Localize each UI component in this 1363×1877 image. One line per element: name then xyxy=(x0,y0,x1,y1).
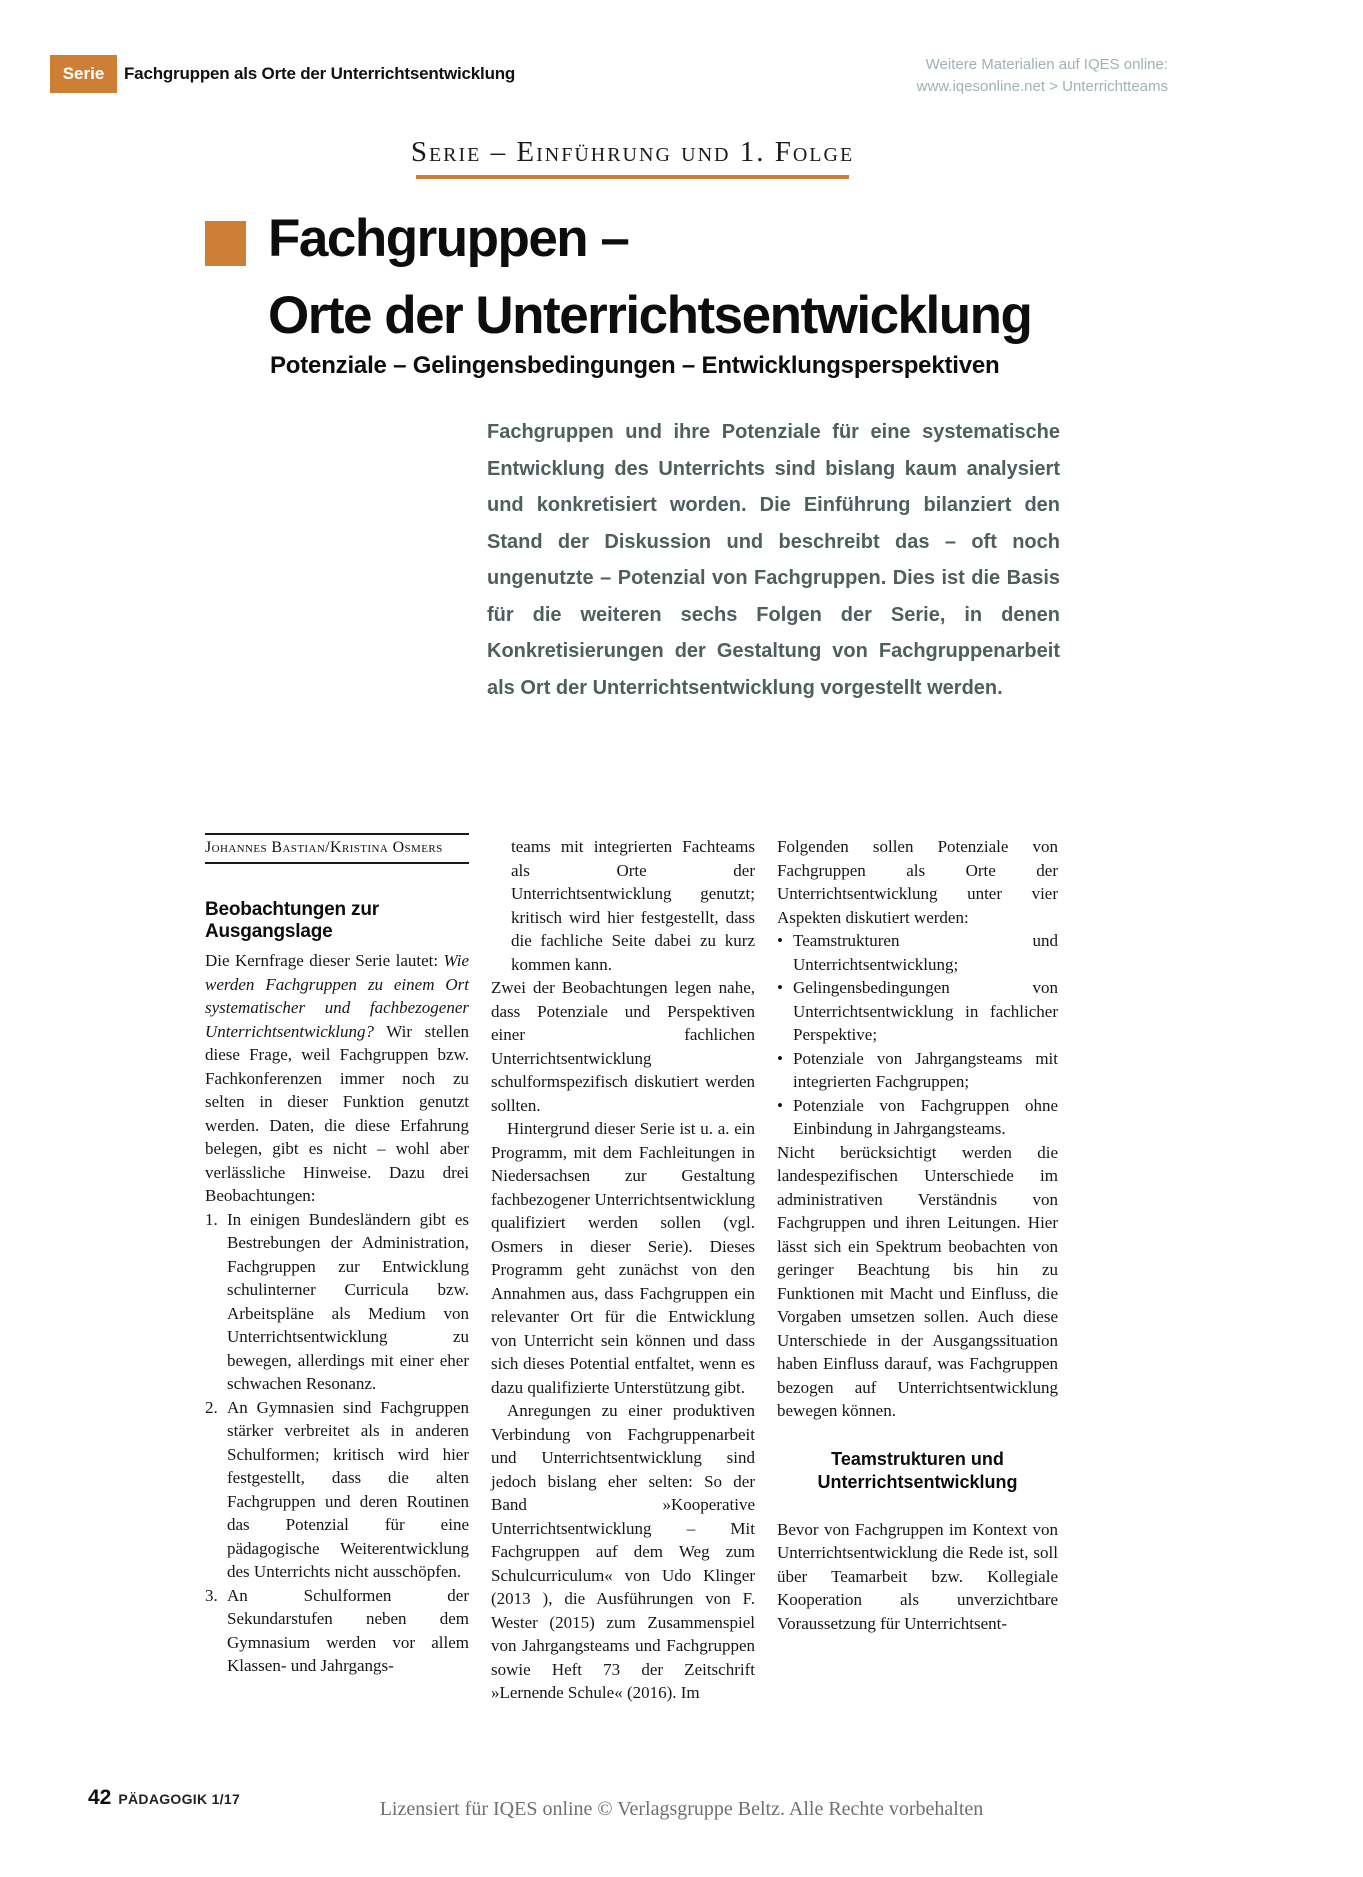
header-materials-url: www.iqesonline.net > Unterrichtteams xyxy=(916,78,1168,95)
left-intro-italic-question: Wie werden Fachgruppen zu einem Ort systematischer und fachbezogener Unterrichtsentwicklung? xyxy=(205,951,469,1041)
bullet-text: • Potenziale von Fachgruppen ohne Einbindung in Jahrgangsteams. xyxy=(793,1095,1058,1138)
series-badge: Serie xyxy=(50,55,117,93)
bullet-item-3 xyxy=(777,1047,1058,1094)
right-paragraph-2: Bevor von Fachgruppen im Kontext von Unterrichtsentwicklung die Rede ist, soll über Teamarbeit bzw. Kollegiale Kooperation als unverzichtbare Voraussetzung für Unterrichtsent- xyxy=(777,1519,1058,1633)
article-subtitle: Potenziale – Gelingensbedingungen – Entwicklungsperspektiven xyxy=(270,352,1000,379)
middle-paragraph-3: Anregungen zu einer produktiven Verbindung von Fachgruppenarbeit und Unterrichtsentwicklung sind jedoch bislang eher selten: So der Band »Kooperative Unterrichtsentwicklung – Mit Fachgruppen auf dem Weg zum Schulcurriculum« von Udo Klinger (2013 ), die Ausführungen von F. Wester (2015) zum Zusammenspiel von Jahrgangsteams und Fachgruppen sowie Heft 73 der Zeitschrift »Lernende Schule« (2016). Im xyxy=(491,1401,755,1702)
header-materials-line1: Weitere Materialien auf IQES online: xyxy=(925,56,1168,73)
item-text: In einigen Bundesländern gibt es Bestrebungen der Administration, Fachgruppen zur Entwicklung schulinterner Curricula bzw. Arbeitspläne als Medium von Unterrichtsentwicklung zu bewegen, allerdings mit einer eher schwachen Resonanz. xyxy=(227,1209,469,1393)
kicker-underline-rule xyxy=(416,175,849,179)
lead-paragraph: Fachgruppen und ihre Potenziale für eine systematische Entwicklung des Unterrichts sind bislang kaum analysiert und konkretisiert worden. Die Einführung bilanziert den Stand der Diskussion und beschreibt das – oft noch ungenutzte – Potenzial von Fachgruppen. Dies ist die Basis für die weiteren sechs Folgen der Serie, in denen Konkretisierungen der Gestaltung von Fachgruppenarbeit als Ort der Unterrichtsentwicklung vorgestellt werden. xyxy=(487,421,1060,699)
magazine-issue: PÄDAGOGIK 1/17 xyxy=(118,1791,241,1807)
left-intro-after: Wir stellen diese Frage, weil Fachgruppen bzw. Fachkonferenzen immer noch zu selten in dieser Funktion genutzt werden. Daten, die diese Erfahrung belegen, gibt es nicht – wohl aber verlässliche Hinweise. Dazu drei Beobachtungen: xyxy=(205,1021,469,1205)
item-number: 3. xyxy=(205,1585,218,1605)
section-heading-beobachtungen: Beobachtungen zur Ausgangslage xyxy=(205,899,379,942)
bullet-text: • Teamstrukturen und Unterrichtsentwicklung; xyxy=(793,931,1058,974)
bullet-item-1 xyxy=(777,929,1058,976)
header-series-title: Fachgruppen als Orte der Unterrichtsentwicklung xyxy=(124,64,516,83)
article-title-line2: Orte der Unterrichtsentwicklung xyxy=(268,286,1032,345)
bullet-text: • Gelingensbedingungen von Unterrichtsentwicklung in fachlicher Perspektive; xyxy=(793,978,1058,1044)
header-materials xyxy=(917,54,1168,98)
numbered-item-2 xyxy=(205,1396,469,1584)
right-paragraph-1: Nicht berücksichtigt werden die landespezifischen Unterschiede im administrativen Verständnis von Fachgruppen und ihren Leitungen. Hier lässt sich ein Spektrum beobachten von geringer Beachtung bis hin zu Funktionen mit Macht und Einfluss, die Vorgaben umsetzen sollen. Auch diese Unterschiede in der Ausgangssituation haben Einfluss darauf, was Fachgruppen bezogen auf Unterrichtsentwicklung bewegen können. xyxy=(777,1142,1058,1420)
item-number: 1. xyxy=(205,1209,218,1229)
bullet-text: • Potenziale von Jahrgangsteams mit integrierten Fachgruppen; xyxy=(793,1048,1058,1091)
numbered-item-3 xyxy=(205,1584,469,1678)
article-title-line1: Fachgruppen – xyxy=(268,209,629,268)
item-text: An Gymnasien sind Fachgruppen stärker verbreitet als in anderen Schulformen; kritisch wird hier festgestellt, dass die alten Fachgruppen und deren Routinen das Potenzial für eine pädagogische Weiterentwicklung des Unterrichts nicht ausschöpfen. xyxy=(227,1397,469,1581)
list-continuation-paragraph: teams mit integrierten Fachteams als Orte der Unterrichtsentwicklung genutzt; kritisch wird hier festgestellt, dass die fachliche Seite dabei zu kurz kommen kann. xyxy=(511,837,755,974)
page-number: 42 xyxy=(88,1786,112,1809)
text-column-middle xyxy=(491,835,755,1705)
text-column-left xyxy=(205,949,469,1678)
title-bullet-square xyxy=(205,221,246,266)
middle-paragraph-1: Zwei der Beobachtungen legen nahe, dass Potenziale und Perspektiven einer fachlichen Unterrichtsentwicklung schulformspezifisch diskutiert werden sollten. xyxy=(491,978,755,1115)
right-intro-paragraph: Folgenden sollen Potenziale von Fachgruppen als Orte der Unterrichtsentwicklung unter vier Aspekten diskutiert werden: xyxy=(777,837,1058,927)
item-number: 2. xyxy=(205,1397,218,1417)
article-title xyxy=(268,200,1031,354)
left-intro-paragraph xyxy=(205,949,469,1208)
section-heading-teamstrukturen: Teamstrukturen und Unterrichtsentwicklung xyxy=(817,1448,1018,1492)
kicker xyxy=(205,136,1060,179)
bullet-item-4 xyxy=(777,1094,1058,1141)
left-intro-before: Die Kernfrage dieser Serie lautet: xyxy=(205,951,444,970)
middle-paragraph-2: Hintergrund dieser Serie ist u. a. ein Programm, mit dem Fachleitungen in Niedersachsen zur Gestaltung fachbezogener Unterrichtsentwicklung qualifiziert werden sollen (vgl. Osmers in dieser Serie). Dieses Programm geht zunächst von den Annahmen aus, dass Fachgruppen ein relevanter Ort für die Entwicklung von Unterricht sein können und dass sich dieses Potential entfaltet, wenn es dazu qualifizierte Unterstützung gibt. xyxy=(491,1119,755,1397)
bullet-item-2 xyxy=(777,976,1058,1047)
text-column-right xyxy=(777,835,1058,1635)
item-text: An Schulformen der Sekundarstufen neben dem Gymnasium werden vor allem Klassen- und Jahrgangs- xyxy=(227,1585,469,1675)
numbered-item-1 xyxy=(205,1208,469,1396)
license-line: Lizensiert für IQES online © Verlagsgruppe Beltz. Alle Rechte vorbehalten xyxy=(379,1798,984,1820)
author-line: Johannes Bastian/Kristina Osmers xyxy=(205,833,469,864)
kicker-text: Serie – Einführung und 1. Folge xyxy=(410,136,855,168)
